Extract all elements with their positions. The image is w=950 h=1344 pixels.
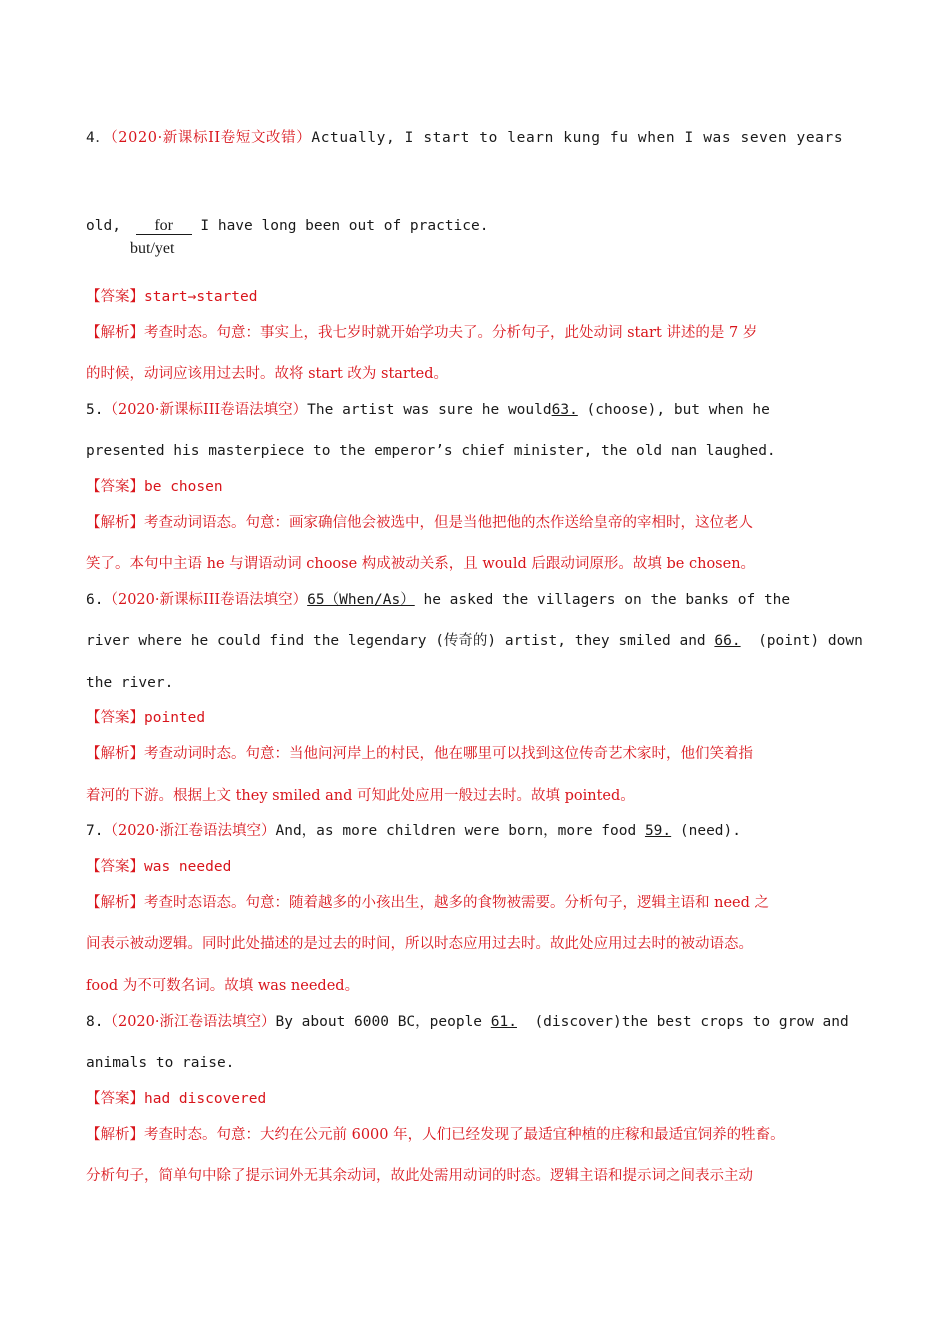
q6-source: （2020·新课标III卷语法填空） xyxy=(103,592,308,608)
q4-analysis-line2: 的时候，动词应该用过去时。故将 start 改为 started。 xyxy=(86,366,449,382)
q4-stem-line1 xyxy=(86,128,843,148)
q8-blank: 61. xyxy=(490,1014,517,1030)
q5-stem-line2: presented his masterpiece to the emperor’s chief minister, the old nan laughed. xyxy=(86,443,776,459)
q4-analysis-label: 【解析】 xyxy=(86,325,144,341)
q8-answer: 【答案】had discovered xyxy=(86,1091,267,1107)
q6-answer: 【答案】pointed xyxy=(86,710,206,726)
q7-number: 7. xyxy=(86,823,104,839)
q6-answer-value: pointed xyxy=(144,710,206,726)
q4-analysis-line1: 【解析】考查时态。句意：事实上，我七岁时就开始学功夫了。分析句子，此处动词 start 讲述的是 7 岁 xyxy=(86,325,758,341)
q8-analysis-line2: 分析句子，简单句中除了提示词外无其余动词，故此处需用动词的时态。逻辑主语和提示词之间表示主动 xyxy=(86,1168,753,1184)
q8-stem-line2: animals to raise. xyxy=(86,1055,235,1071)
q5-source: （2020·新课标III卷语法填空） xyxy=(103,402,308,418)
q4-answer xyxy=(86,287,258,307)
q7-analysis-line2: 间表示被动逻辑。同时此处描述的是过去的时间，所以时态应用过去时。故此处应用过去时的被动语态。 xyxy=(86,936,753,952)
q5-answer-value: be chosen xyxy=(144,479,223,495)
q4-text-line2-pre: old, xyxy=(86,218,121,234)
q7-source: （2020·浙江卷语法填空） xyxy=(103,823,276,839)
q7-answer: 【答案】was needed xyxy=(86,859,232,875)
q4-stem-line2 xyxy=(86,216,488,236)
q4-answer-label: 【答案】 xyxy=(86,289,144,305)
q7-analysis-line3: food 为不可数名词。故填 was needed。 xyxy=(86,978,360,994)
q6-blank-66: 66. xyxy=(714,633,741,649)
q6-number: 6. xyxy=(86,592,104,608)
q6-stem-line1: 6.（2020·新课标III卷语法填空）65（When/As） he asked the villagers on the banks of the xyxy=(86,592,791,608)
q5-analysis-line2: 笑了。本句中主语 he 与谓语动词 choose 构成被动关系，且 would 后跟动词原形。故填 be chosen。 xyxy=(86,556,756,572)
q4-number: 4． xyxy=(86,130,111,146)
q5-stem-line1: 5.（2020·新课标III卷语法填空）The artist was sure he would63. (choose), but when he xyxy=(86,402,770,418)
q4-correction: but/yet xyxy=(130,240,175,257)
q7-answer-value: was needed xyxy=(144,859,232,875)
q8-answer-value: had discovered xyxy=(144,1091,267,1107)
q8-stem-line1: 8.（2020·浙江卷语法填空）By about 6000 BC，people 61. (discover)the best crops to grow and xyxy=(86,1014,849,1030)
q7-stem: 7.（2020·浙江卷语法填空）And，as more children were born，more food 59. (need). xyxy=(86,823,741,839)
q8-analysis-line1: 【解析】考查时态。句意：大约在公元前 6000 年，人们已经发现了最适宜种植的庄稼和最适宜饲养的牲畜。 xyxy=(86,1127,785,1143)
q4-source: （2020·新课标II卷短文改错） xyxy=(110,130,312,146)
q4-text-line2-post: I have long been out of practice. xyxy=(200,218,489,234)
q5-analysis-line1: 【解析】考查动词语态。句意：画家确信他会被选中，但是当他把他的杰作送给皇帝的宰相时，这位老人 xyxy=(86,515,753,531)
q6-analysis-line1: 【解析】考查动词时态。句意：当他问河岸上的村民，他在哪里可以找到这位传奇艺术家时，他们笑着指 xyxy=(86,746,753,762)
q5-blank: 63. xyxy=(551,402,578,418)
q4-answer-value: start→started xyxy=(144,289,258,305)
q4-text-line1: Actually, I start to learn kung fu when I was seven years xyxy=(311,130,844,146)
q4-crossed-word: for xyxy=(136,218,192,235)
q5-number: 5. xyxy=(86,402,104,418)
q6-blank-65: 65（When/As） xyxy=(307,592,415,608)
q8-source: （2020·浙江卷语法填空） xyxy=(103,1014,276,1030)
q6-stem-line3: the river. xyxy=(86,675,174,691)
q7-blank: 59. xyxy=(644,823,672,839)
q6-analysis-line2: 着河的下游。根据上文 they smiled and 可知此处应用一般过去时。故填 pointed。 xyxy=(86,788,635,804)
q6-stem-line2: river where he could find the legendary (传奇的) artist, they smiled and 66. (point) down xyxy=(86,633,863,649)
q7-analysis-line1: 【解析】考查时态语态。句意：随着越多的小孩出生，越多的食物被需要。分析句子，逻辑主语和 need 之 xyxy=(86,895,769,911)
q8-number: 8. xyxy=(86,1014,104,1030)
q5-answer: 【答案】be chosen xyxy=(86,479,223,495)
